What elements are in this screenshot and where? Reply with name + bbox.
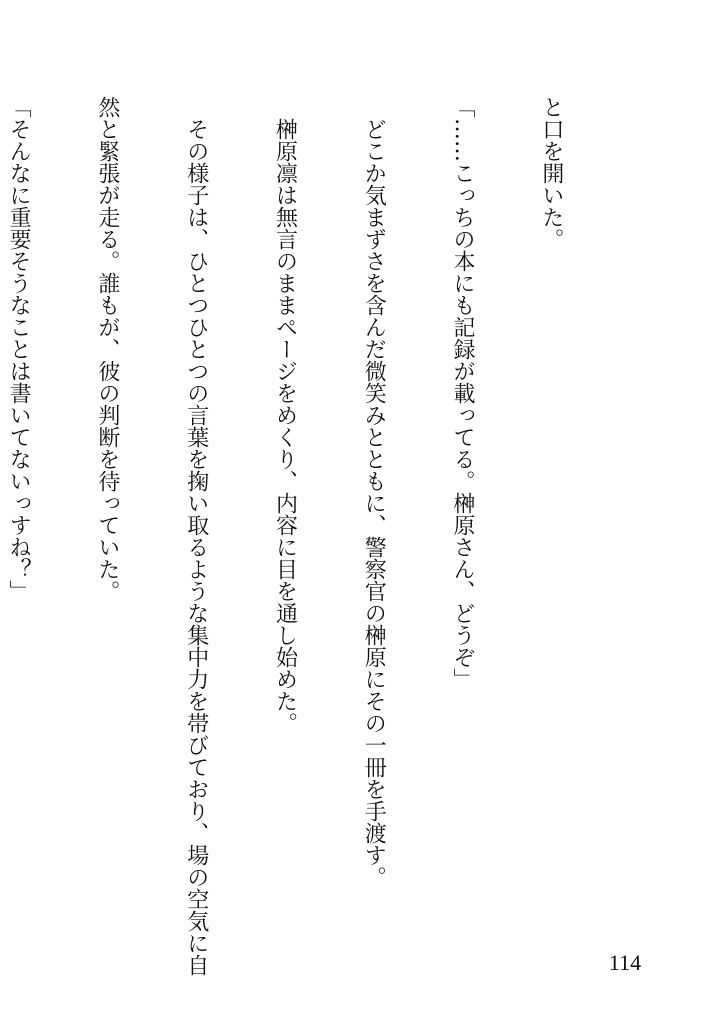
text-line: 「……こっちの本にも記録が載ってる。榊原さん、どうぞ」: [450, 96, 476, 690]
text-line: 然と緊張が走る。誰もが、彼の判断を待っていた。: [94, 96, 120, 602]
text-line: と口を開いた。: [538, 96, 564, 250]
text-line: どこか気まずさを含んだ微笑みとともに、警察官の榊原にその一冊を手渡す。: [361, 96, 387, 888]
text-line: 「そんなに重要そうなことは書いてないっすね？」: [6, 96, 32, 602]
page-number: 114: [608, 950, 642, 975]
text-line: その様子は、ひとつひとつの言葉を掬い取るような集中力を帯びており、場の空気に自: [183, 96, 209, 976]
text-line: 榊原凛は無言のままページをめくり、内容に目を通し始めた。: [272, 96, 298, 734]
